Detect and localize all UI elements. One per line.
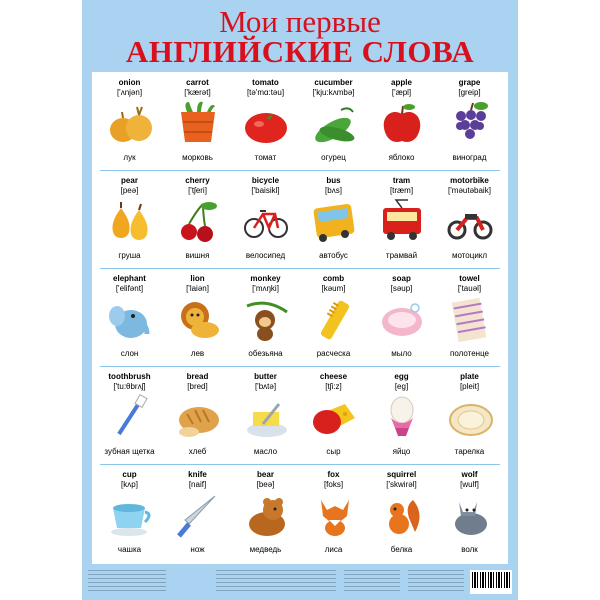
russian-word: лук: [123, 153, 136, 162]
word-card: [367, 366, 436, 464]
word-card: [163, 464, 232, 562]
russian-word: лев: [190, 349, 205, 358]
word-card: [163, 170, 232, 268]
pear-icon: [107, 198, 153, 246]
word-card: [299, 464, 368, 562]
motorbike-icon: [447, 198, 493, 246]
transcription: [beə]: [256, 480, 275, 489]
knife-icon: [175, 492, 221, 540]
english-word: comb: [322, 274, 345, 283]
barcode-icon: [470, 570, 512, 594]
elephant-icon: [107, 296, 153, 344]
transcription: ['tʃeri]: [188, 186, 207, 195]
english-word: toothbrush: [108, 372, 151, 381]
cucumber-icon: [311, 100, 357, 148]
word-card: [299, 268, 368, 366]
transcription: ['kærət]: [184, 88, 211, 97]
english-word: knife: [188, 470, 207, 479]
transcription: ['laiən]: [186, 284, 209, 293]
english-word: monkey: [250, 274, 281, 283]
english-word: egg: [394, 372, 409, 381]
tomato-icon: [243, 100, 289, 148]
transcription: ['tu:θbrʌʃ]: [113, 382, 146, 391]
word-card: [95, 464, 164, 562]
towel-icon: [447, 296, 493, 344]
russian-word: масло: [253, 447, 278, 456]
english-word: butter: [254, 372, 277, 381]
bicycle-icon: [243, 198, 289, 246]
wolf-icon: [447, 492, 493, 540]
russian-word: виноград: [452, 153, 487, 162]
transcription: ['tauəl]: [457, 284, 482, 293]
word-card: [367, 72, 436, 170]
russian-word: медведь: [249, 545, 282, 554]
egg-icon: [379, 394, 425, 442]
english-word: grape: [458, 78, 481, 87]
word-card: [163, 268, 232, 366]
english-word: cucumber: [314, 78, 353, 87]
russian-word: яблоко: [388, 153, 415, 162]
english-word: tram: [392, 176, 411, 185]
russian-word: сыр: [326, 447, 341, 456]
plate-icon: [447, 394, 493, 442]
monkey-icon: [243, 296, 289, 344]
word-card: [95, 268, 164, 366]
transcription: [træm]: [389, 186, 414, 195]
word-card: [231, 366, 300, 464]
russian-word: белка: [390, 545, 413, 554]
footer: [82, 566, 518, 600]
transcription: ['æpl]: [391, 88, 412, 97]
english-word: onion: [118, 78, 141, 87]
russian-word: обезьяна: [248, 349, 283, 358]
transcription: [pleit]: [459, 382, 480, 391]
russian-word: нож: [190, 545, 205, 554]
publisher-fine-print: [408, 570, 464, 592]
english-word: bread: [186, 372, 209, 381]
transcription: [bʌs]: [325, 186, 342, 195]
english-word: wolf: [461, 470, 478, 479]
word-card: [435, 72, 504, 170]
tram-icon: [379, 198, 425, 246]
word-card: [163, 366, 232, 464]
word-card: [231, 72, 300, 170]
apple-icon: [379, 100, 425, 148]
word-card: [231, 170, 300, 268]
english-word: bus: [326, 176, 341, 185]
transcription: [peə]: [120, 186, 139, 195]
cup-icon: [107, 492, 153, 540]
onion-icon: [107, 100, 153, 148]
word-card: [435, 170, 504, 268]
word-card: [299, 170, 368, 268]
russian-word: автобус: [319, 251, 348, 260]
transcription: [wulf]: [460, 480, 479, 489]
word-card: [231, 464, 300, 562]
word-card: [367, 268, 436, 366]
grape-icon: [447, 100, 493, 148]
russian-word: мотоцикл: [451, 251, 488, 260]
english-word: fox: [327, 470, 340, 479]
russian-word: волк: [461, 545, 478, 554]
word-card: [367, 170, 436, 268]
carrot-icon: [175, 100, 221, 148]
english-word: tomato: [252, 78, 279, 87]
word-card: [95, 72, 164, 170]
russian-word: томат: [254, 153, 277, 162]
lion-icon: [175, 296, 221, 344]
russian-word: мыло: [391, 349, 412, 358]
soap-icon: [379, 296, 425, 344]
russian-word: лиса: [324, 545, 343, 554]
comb-icon: [311, 296, 357, 344]
russian-word: морковь: [182, 153, 213, 162]
title-line2: АНГЛИЙСКИЕ СЛОВА: [125, 34, 475, 69]
english-word: towel: [459, 274, 480, 283]
russian-word: яйцо: [392, 447, 411, 456]
cheese-icon: [311, 394, 357, 442]
word-card: [299, 366, 368, 464]
russian-word: велосипед: [245, 251, 286, 260]
english-word: cherry: [185, 176, 210, 185]
english-word: squirrel: [386, 470, 417, 479]
poster: [82, 0, 518, 600]
russian-word: трамвай: [385, 251, 418, 260]
english-word: cup: [122, 470, 137, 479]
transcription: ['ʌnjən]: [116, 88, 143, 97]
word-card: [435, 366, 504, 464]
word-card: [299, 72, 368, 170]
transcription: ['məutəbaik]: [448, 186, 491, 195]
word-card: [95, 366, 164, 464]
transcription: ['elifənt]: [115, 284, 144, 293]
english-word: plate: [460, 372, 479, 381]
transcription: [foks]: [323, 480, 344, 489]
russian-word: расческа: [316, 349, 351, 358]
russian-word: чашка: [117, 545, 142, 554]
publisher-fine-print: [344, 570, 400, 592]
cherry-icon: [175, 198, 221, 246]
russian-word: зубная щетка: [104, 447, 155, 456]
transcription: [tʃi:z]: [325, 382, 342, 391]
russian-word: груша: [118, 251, 141, 260]
russian-word: полотенце: [449, 349, 490, 358]
russian-word: огурец: [321, 153, 346, 162]
transcription: ['kju:kʌmbə]: [312, 88, 355, 97]
word-card: [95, 170, 164, 268]
fox-icon: [311, 492, 357, 540]
transcription: [tə'mɑ:təu]: [246, 88, 285, 97]
english-word: bicycle: [251, 176, 280, 185]
transcription: [eg]: [394, 382, 409, 391]
word-card: [435, 464, 504, 562]
english-word: soap: [392, 274, 411, 283]
squirrel-icon: [379, 492, 425, 540]
word-card: [367, 464, 436, 562]
english-word: apple: [391, 78, 412, 87]
word-card: [231, 268, 300, 366]
toothbrush-icon: [107, 394, 153, 442]
transcription: ['baisikl]: [251, 186, 280, 195]
transcription: ['skwirəl]: [386, 480, 417, 489]
publisher-fine-print: [216, 570, 336, 592]
transcription: [bred]: [187, 382, 208, 391]
bus-icon: [311, 198, 357, 246]
transcription: [kʌp]: [121, 480, 138, 489]
english-word: elephant: [113, 274, 146, 283]
russian-word: хлеб: [188, 447, 207, 456]
english-word: bear: [257, 470, 274, 479]
transcription: ['mʌŋki]: [252, 284, 279, 293]
russian-word: слон: [120, 349, 139, 358]
transcription: [kəum]: [321, 284, 346, 293]
english-word: cheese: [319, 372, 348, 381]
word-card: [435, 268, 504, 366]
english-word: carrot: [186, 78, 209, 87]
publisher-fine-print: [88, 570, 166, 592]
russian-word: тарелка: [454, 447, 485, 456]
english-word: motorbike: [450, 176, 489, 185]
bear-icon: [243, 492, 289, 540]
english-word: pear: [121, 176, 138, 185]
word-card: [163, 72, 232, 170]
transcription: [səup]: [390, 284, 413, 293]
butter-icon: [243, 394, 289, 442]
word-board: [92, 72, 508, 564]
english-word: lion: [190, 274, 205, 283]
transcription: [greip]: [458, 88, 481, 97]
transcription: ['bʌtə]: [254, 382, 277, 391]
russian-word: вишня: [185, 251, 210, 260]
transcription: [naif]: [188, 480, 207, 489]
bread-icon: [175, 394, 221, 442]
title-line1: Мои первые: [219, 4, 381, 39]
